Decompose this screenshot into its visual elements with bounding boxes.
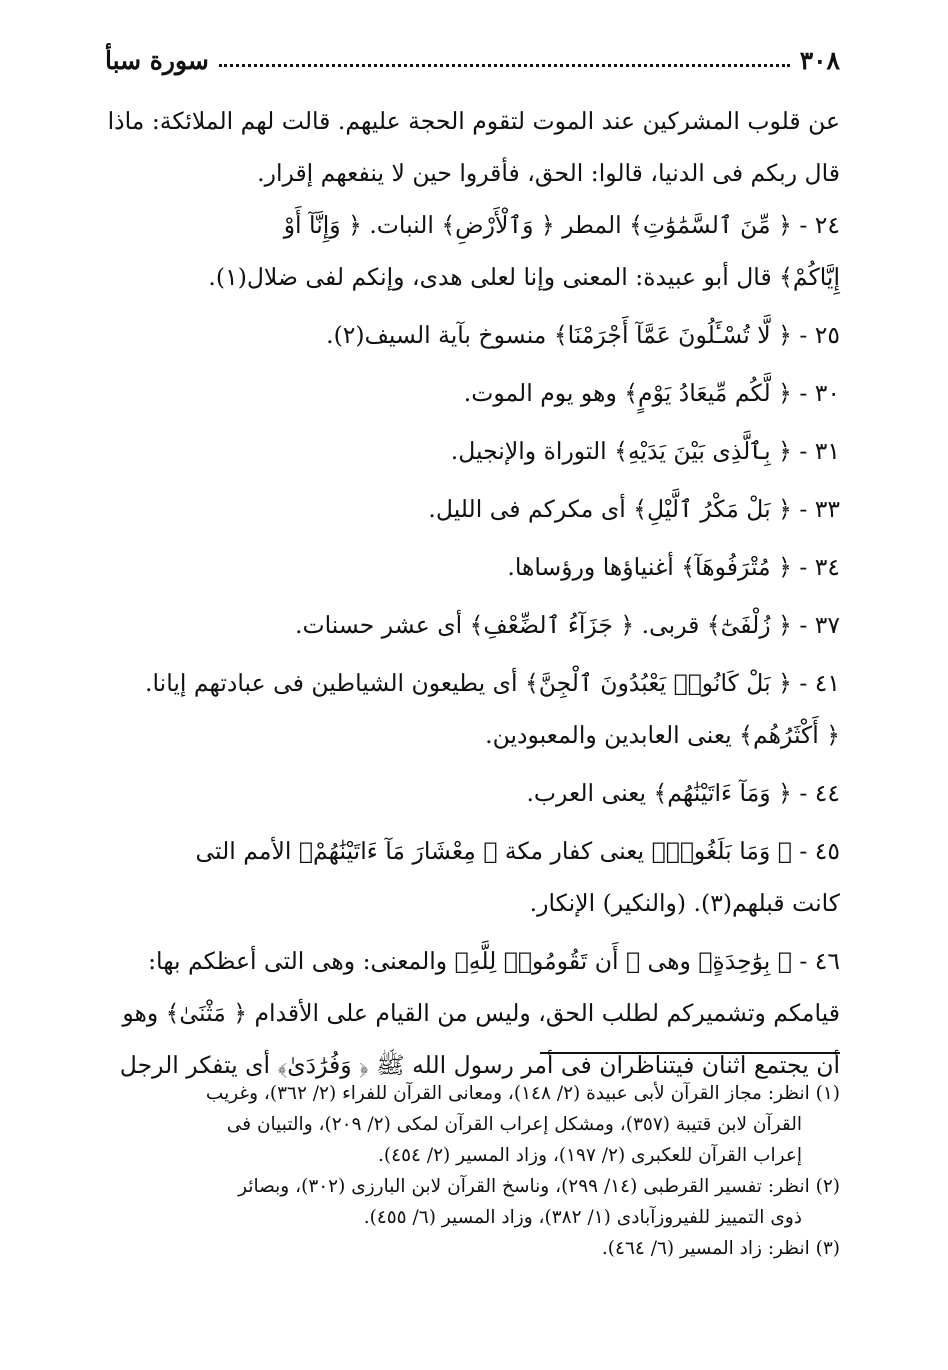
surah-title: سورة سبأ (105, 45, 209, 75)
verse-note-37 (105, 599, 840, 651)
verse-note-45 (105, 825, 840, 929)
verse-note-33 (105, 483, 840, 535)
verse-note-31 (105, 425, 840, 477)
text-line: ﴿ أَكْثَرُهُم﴾ يعنى العابدين والمعبودين. (485, 721, 840, 749)
text-line: ٣٣ - ﴿ بَلْ مَكْرُ ٱلَّيْلِ﴾ أى مكركم فى الليل. (428, 495, 840, 523)
verse-note-25 (105, 309, 840, 361)
footnote-line: القرآن لابن قتيبة (٣٥٧)، ومشكل إعراب القرآن لمكى (٢/ ٢٠٩)، والتبيان فى (226, 1114, 802, 1135)
text-line: أن يجتمع اثنان فيتناظران فى أمر رسول الله ﷺ ﴿ وَفُرَٰدَىٰ﴾ أى يتفكر الرجل (119, 1051, 840, 1079)
text-line: ٣١ - ﴿ بِٱلَّذِى بَيْنَ يَدَيْهِ﴾ التوراة والإنجيل. (450, 437, 840, 465)
text-line: ٢٥ - ﴿ لَّا تُسْـَٔلُونَ عَمَّآ أَجْرَمْنَا﴾ منسوخ بآية السيف(٢). (326, 321, 840, 349)
verse-note-34 (105, 541, 840, 593)
footnote-line: (٣) انظر: زاد المسير (٦/ ٤٦٤). (601, 1238, 840, 1259)
footnote-line: (٢) انظر: تفسير القرطبى (١٤/ ٢٩٩)، وناسخ القرآن لابن البارزى (٣٠٢)، وبصائر (238, 1176, 840, 1197)
header-dotted-leader (219, 64, 790, 67)
verse-note-44 (105, 767, 840, 819)
text-line: قيامكم وتشميركم لطلب الحق، وليس من القيام على الأقدام ﴿ مَثْنَىٰ﴾ وهو (122, 999, 840, 1027)
page-number: ٣٠٨ (799, 45, 840, 75)
text-line: عن قلوب المشركين عند الموت لتقوم الحجة عليهم. قالت لهم الملائكة: ماذا (107, 107, 840, 135)
main-text (105, 95, 840, 1091)
footnote-line: إعراب القرآن للعكبرى (٢/ ١٩٧)، وزاد المسير (٢/ ٤٥٤). (378, 1145, 802, 1166)
footnote-1 (105, 1078, 840, 1171)
footnote-line: ذوى التمييز للفيروزآبادى (١/ ٣٨٢)، وزاد المسير (٦/ ٤٥٥). (363, 1207, 802, 1228)
text-line: ٤٤ - ﴿ وَمَآ ءَاتَيْنَٰهُم﴾ يعنى العرب. (526, 779, 840, 807)
verse-note-30 (105, 367, 840, 419)
footnote-3 (105, 1233, 840, 1264)
text-line: ٤٦ - ﴿ بِوَٰحِدَةٍ﴾ وهى ﴿ أَن تَقُومُوا۟ لِلَّهِ﴾ والمعنى: وهى التى أعظكم بها: (148, 947, 840, 975)
text-line: ٤١ - ﴿ بَلْ كَانُوا۟ يَعْبُدُونَ ٱلْجِنَّ﴾ أى يطيعون الشياطين فى عبادتهم إيانا. (145, 669, 840, 697)
verse-note-24 (105, 199, 840, 303)
text-line: قال ربكم فى الدنيا، قالوا: الحق، فأقروا حين لا ينفعهم إقرار. (257, 159, 840, 187)
text-line: ٣٤ - ﴿ مُتْرَفُوهَآ﴾ أغنياؤها ورؤساها. (507, 553, 840, 581)
footnote-line: (١) انظر: مجاز القرآن لأبى عبيدة (٢/ ١٤٨)، ومعانى القرآن للفراء (٢/ ٣٦٢)، وغريب (205, 1083, 840, 1104)
text-line: ٤٥ - ﴿ وَمَا بَلَغُوا۟﴾ يعنى كفار مكة ﴿ مِعْشَارَ مَآ ءَاتَيْنَٰهُمْ﴾ الأمم التى (195, 837, 840, 865)
footnote-separator (540, 1052, 840, 1054)
text-line: ٣٠ - ﴿ لَّكُم مِّيعَادُ يَوْمٍ﴾ وهو يوم الموت. (463, 379, 840, 407)
text-line: ٢٤ - ﴿ مِّنَ ٱلسَّمَٰوَٰتِ﴾ المطر ﴿ وَٱلْأَرْضِ﴾ النبات. ﴿ وَإِنَّآ أَوْ (283, 211, 840, 239)
text-line: ٣٧ - ﴿ زُلْفَىٰٓ﴾ قربى. ﴿ جَزَآءُ ٱلضِّعْفِ﴾ أى عشر حسنات. (294, 611, 840, 639)
paragraph-intro (105, 95, 840, 199)
text-line: كانت قبلهم(٣). (والنكير) الإنكار. (529, 889, 840, 917)
verse-note-46 (105, 935, 840, 1091)
footnote-2 (105, 1171, 840, 1233)
page-header (105, 40, 840, 80)
text-line: إِيَّاكُمْ﴾ قال أبو عبيدة: المعنى وإنا لعلى هدى، وإنكم لفى ضلال(١). (208, 263, 840, 291)
footnotes (105, 1078, 840, 1264)
verse-note-41 (105, 657, 840, 761)
